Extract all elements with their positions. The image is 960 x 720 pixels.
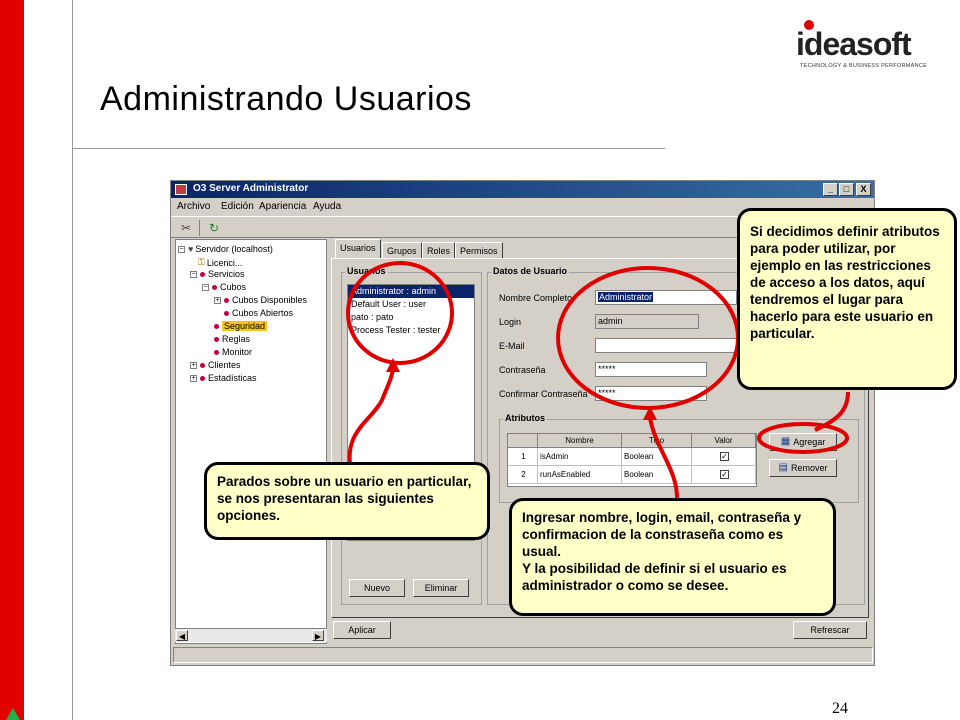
fields-callout: Ingresar nombre, login, email, contraseña y confirmacion de la constraseña como es usual. Y la posibilidad de definir si el usuario es administrador o como se desee. — [509, 498, 836, 616]
password-field[interactable]: ***** — [595, 362, 707, 377]
confirm-password-label: Confirmar Contraseña — [499, 389, 588, 399]
expand-icon[interactable]: + — [191, 374, 196, 382]
tree-node-services[interactable]: − Servicios — [191, 269, 245, 279]
table-cell[interactable]: runAsEnabled — [538, 466, 622, 484]
tree-node-available-cubes[interactable]: + Cubos Disponibles — [215, 295, 308, 305]
table-cell: 1 — [508, 448, 538, 466]
table-add-icon: ▦ — [780, 436, 791, 447]
server-icon: ♥ — [188, 244, 194, 254]
list-item[interactable]: Default User : user — [351, 299, 427, 309]
arrow-line — [350, 368, 393, 464]
tree-node-rules[interactable]: Reglas — [214, 334, 250, 344]
tab-permisos[interactable]: Permisos — [455, 242, 503, 259]
menu-edicion[interactable]: Edición — [221, 201, 254, 212]
full-name-label: Nombre Completo — [499, 293, 573, 303]
tab-usuarios[interactable]: Usuarios — [335, 239, 381, 259]
tree-node-statistics[interactable]: + Estadísticas — [191, 373, 257, 383]
email-label: E-Mail — [499, 341, 525, 351]
logo-text: ideasoft — [796, 26, 911, 62]
tab-grupos[interactable]: Grupos — [382, 242, 422, 259]
new-user-button[interactable]: Nuevo — [349, 579, 405, 597]
tree-node-root[interactable]: − ♥ Servidor (localhost) — [179, 244, 273, 254]
logo-tagline: TECHNOLOGY & BUSINESS PERFORMANCE — [800, 63, 928, 69]
page-number: 24 — [832, 700, 848, 717]
tree-node-clients[interactable]: + Clientes — [191, 360, 241, 370]
table-remove-icon: ▤ — [778, 462, 788, 473]
close-button[interactable]: X — [856, 183, 871, 196]
table-cell[interactable]: Boolean — [622, 466, 692, 484]
slide-title: Administrando Usuarios — [100, 80, 472, 118]
add-button-highlight-circle — [759, 424, 847, 452]
scroll-left-icon[interactable]: ◀ — [176, 630, 188, 641]
scroll-right-icon[interactable]: ▶ — [312, 630, 324, 641]
password-label: Contraseña — [499, 365, 546, 375]
confirm-password-field[interactable]: ***** — [595, 386, 707, 401]
apply-button[interactable]: Aplicar — [333, 621, 391, 639]
users-callout: Parados sobre un usuario en particular, se nos presentaran las siguientes opciones. — [204, 462, 490, 540]
attributes-callout: Si decidimos definir atributos para poder utilizar, por ejemplo en las restricciones de acceso a los datos, aquí tendremos el lugar para hacerlo para este usuario en particular. — [737, 208, 957, 390]
table-cell[interactable]: Boolean — [622, 448, 692, 466]
login-label: Login — [499, 317, 522, 327]
tree-node-cubes[interactable]: − Cubos — [203, 282, 247, 292]
tree-node-monitor[interactable]: Monitor — [214, 347, 252, 357]
checkbox-icon[interactable]: ✓ — [721, 470, 728, 479]
tree-node-open-cubes[interactable]: Cubos Abiertos — [224, 308, 293, 318]
users-highlight-circle — [348, 263, 452, 363]
window-title: O3 Server Administrator — [193, 183, 309, 194]
collapse-icon[interactable]: − — [191, 270, 196, 278]
list-item[interactable]: Administrator : admin — [348, 285, 474, 298]
tab-roles[interactable]: Roles — [422, 242, 455, 259]
table-cell: 2 — [508, 466, 538, 484]
minimize-button[interactable]: _ — [823, 183, 838, 196]
remove-attribute-button[interactable]: ▤ Remover — [769, 459, 837, 477]
expand-icon[interactable]: + — [191, 361, 196, 369]
table-cell[interactable]: isAdmin — [538, 448, 622, 466]
tree-node-security[interactable]: Seguridad — [214, 321, 267, 331]
menu-apariencia[interactable]: Apariencia — [259, 201, 307, 212]
fields-highlight-circle — [558, 268, 738, 408]
refresh-button[interactable]: Refrescar — [793, 621, 867, 639]
menu-ayuda[interactable]: Ayuda — [313, 201, 342, 212]
table-header-type[interactable]: Tipo — [622, 434, 692, 448]
disconnect-icon[interactable]: ✂ — [180, 221, 192, 235]
add-attribute-button[interactable]: ▦ Agregar — [769, 433, 837, 451]
users-group-label: Usuarios — [347, 266, 386, 276]
list-item[interactable]: pato : pato — [351, 312, 394, 322]
table-header-name[interactable]: Nombre — [538, 434, 622, 448]
table-header-value[interactable]: Valor — [692, 434, 756, 448]
collapse-icon[interactable]: − — [203, 283, 208, 291]
full-name-field[interactable]: Administrator — [595, 290, 737, 305]
collapse-icon[interactable]: − — [179, 245, 184, 253]
list-item[interactable]: Process Tester : tester — [351, 325, 441, 335]
expand-icon[interactable]: + — [215, 296, 220, 304]
checkbox-icon[interactable]: ✓ — [721, 452, 728, 461]
refresh-icon[interactable]: ↻ — [208, 221, 220, 235]
arrow-line — [650, 418, 677, 500]
tree-node-license[interactable]: ⚿ Licenci... — [198, 257, 243, 268]
maximize-button[interactable]: □ — [839, 183, 854, 196]
menu-archivo[interactable]: Archivo — [177, 201, 211, 212]
login-field[interactable]: admin — [595, 314, 699, 329]
user-data-group-label: Datos de Usuario — [493, 266, 568, 276]
attributes-group-label: Atributos — [505, 413, 545, 423]
delete-user-button[interactable]: Eliminar — [413, 579, 469, 597]
key-icon: ⚿ — [198, 257, 205, 267]
